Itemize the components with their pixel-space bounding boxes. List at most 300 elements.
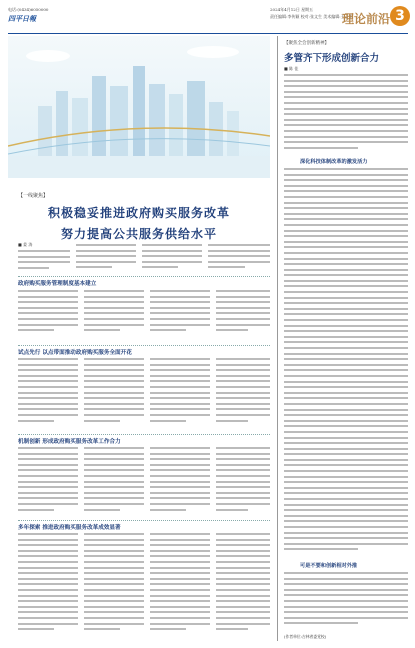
text-line (150, 533, 210, 535)
text-line (18, 453, 78, 455)
text-line (18, 550, 78, 552)
text-line (284, 285, 408, 287)
text-line (284, 526, 408, 528)
text-line (150, 550, 210, 552)
text-line (216, 453, 270, 455)
text-line (216, 364, 270, 366)
hero-illustration (8, 36, 270, 178)
text-line (216, 420, 248, 422)
text-line (18, 420, 54, 422)
text-line (84, 578, 144, 580)
text-line (84, 595, 144, 597)
text-line (208, 261, 270, 263)
page-number-badge: 3 (390, 6, 410, 26)
body-text-block (284, 74, 408, 154)
text-line (84, 550, 144, 552)
text-line (150, 589, 210, 591)
text-line (18, 386, 78, 388)
text-line (18, 539, 78, 541)
article-byline: ■ 姜 涛 (18, 242, 33, 247)
text-line (150, 369, 210, 371)
text-line (284, 548, 358, 550)
text-line (84, 492, 144, 494)
text-line (84, 583, 144, 585)
text-line (18, 583, 78, 585)
text-line (18, 497, 78, 499)
text-line (284, 258, 408, 260)
text-line (284, 611, 408, 613)
newspaper-logo: 四平日報 (8, 14, 36, 23)
text-line (150, 492, 210, 494)
text-line (216, 458, 270, 460)
right-article-tag: 【聚焦全会创新精神】 (284, 41, 329, 46)
author-affiliation-note: (作者单位:吉林省委党校) (284, 634, 327, 639)
text-line (18, 256, 70, 258)
text-line (216, 561, 270, 563)
text-line (84, 420, 120, 422)
text-line (84, 606, 144, 608)
section-subhead: 政府购买服务管理制度基本建立 (18, 276, 270, 286)
text-line (284, 224, 408, 226)
body-text-block (18, 290, 78, 340)
text-line (216, 509, 248, 511)
text-line (284, 130, 408, 132)
text-line (18, 408, 78, 410)
text-line (284, 453, 408, 455)
text-line (18, 469, 78, 471)
text-line (284, 515, 408, 517)
text-line (150, 595, 210, 597)
text-line (216, 464, 270, 466)
text-line (284, 85, 408, 87)
text-line (284, 375, 408, 377)
text-line (284, 543, 408, 545)
text-line (216, 296, 270, 298)
text-line (150, 329, 186, 331)
text-line (216, 386, 270, 388)
text-line (216, 583, 270, 585)
text-line (284, 464, 408, 466)
text-line (84, 447, 144, 449)
body-text-block (18, 250, 70, 274)
text-line (284, 381, 408, 383)
text-line (84, 617, 144, 619)
text-line (284, 537, 408, 539)
body-text-block (216, 290, 270, 340)
text-line (150, 469, 210, 471)
text-line (284, 108, 408, 110)
text-line (18, 290, 78, 292)
text-line (142, 255, 202, 257)
text-line (216, 617, 270, 619)
right-subhead: 可是不要和创新相对外推 (300, 563, 358, 569)
body-text-block (84, 533, 144, 639)
text-line (150, 572, 210, 574)
text-line (84, 469, 144, 471)
text-line (284, 431, 408, 433)
text-line (142, 250, 202, 252)
headline-line-1: 积极稳妥推进政府购买服务改革 (47, 206, 230, 220)
body-text-block (150, 447, 210, 515)
text-line (284, 403, 408, 405)
text-line (284, 174, 408, 176)
text-line (150, 486, 210, 488)
right-subhead: 深化科技体制改革的激发活力 (300, 159, 368, 165)
text-line (150, 481, 210, 483)
text-line (84, 539, 144, 541)
text-line (284, 414, 408, 416)
text-line (150, 561, 210, 563)
text-line (150, 606, 210, 608)
text-line (150, 555, 210, 557)
text-line (216, 628, 248, 630)
text-line (18, 555, 78, 557)
text-line (284, 520, 408, 522)
text-line (216, 600, 270, 602)
masthead-tel: 电话:(0434)6050000 (8, 7, 49, 12)
text-line (284, 425, 408, 427)
text-line (284, 190, 408, 192)
section-subhead: 机制创新 形成政府购买服务改革工作合力 (18, 434, 270, 444)
body-text-block (150, 290, 210, 340)
text-line (284, 492, 408, 494)
text-line (284, 448, 408, 450)
text-line (284, 297, 408, 299)
text-line (216, 492, 270, 494)
text-line (208, 244, 270, 246)
text-line (150, 464, 210, 466)
text-line (284, 308, 408, 310)
text-line (284, 319, 408, 321)
text-line (284, 274, 408, 276)
column-divider (277, 36, 278, 641)
text-line (284, 102, 408, 104)
body-text-block (76, 244, 136, 274)
text-line (284, 74, 408, 76)
text-line (216, 611, 270, 613)
text-line (150, 408, 210, 410)
text-line (216, 301, 270, 303)
text-line (150, 375, 210, 377)
text-line (284, 470, 408, 472)
text-line (216, 324, 270, 326)
text-line (84, 408, 144, 410)
text-line (84, 403, 144, 405)
text-line (284, 420, 408, 422)
text-line (216, 397, 270, 399)
text-line (284, 498, 408, 500)
text-line (284, 459, 408, 461)
text-line (150, 364, 210, 366)
text-line (216, 290, 270, 292)
text-line (18, 509, 54, 511)
text-line (84, 458, 144, 460)
body-text-block (84, 290, 144, 340)
text-line (284, 96, 408, 98)
text-line (216, 307, 270, 309)
text-line (216, 408, 270, 410)
text-line (284, 504, 408, 506)
text-line (284, 280, 408, 282)
text-line (76, 255, 136, 257)
text-line (142, 261, 202, 263)
body-text-block (216, 533, 270, 639)
text-line (150, 583, 210, 585)
text-line (150, 324, 210, 326)
text-line (216, 567, 270, 569)
masthead (0, 0, 415, 33)
text-line (84, 561, 144, 563)
body-text-block (84, 358, 144, 428)
text-line (150, 567, 210, 569)
text-line (84, 533, 144, 535)
text-line (216, 403, 270, 405)
text-line (150, 617, 210, 619)
text-line (150, 386, 210, 388)
text-line (18, 623, 78, 625)
text-line (18, 318, 78, 320)
text-line (284, 207, 408, 209)
text-line (150, 509, 186, 511)
text-line (208, 266, 245, 268)
text-line (284, 325, 408, 327)
body-text-block (216, 358, 270, 428)
text-line (84, 414, 144, 416)
text-line (284, 358, 408, 360)
text-line (84, 324, 144, 326)
text-line (18, 358, 78, 360)
text-line (84, 503, 144, 505)
text-line (284, 230, 408, 232)
text-line (76, 250, 136, 252)
masthead-date: 2024年4月12日 星期五 (270, 7, 314, 12)
text-line (216, 481, 270, 483)
section-subhead: 试点先行 以点带面推动政府购买服务全面开花 (18, 345, 270, 355)
text-line (284, 369, 408, 371)
text-line (84, 453, 144, 455)
article-headline (8, 204, 270, 242)
text-line (84, 600, 144, 602)
body-text-block (142, 244, 202, 274)
text-line (150, 458, 210, 460)
text-line (84, 386, 144, 388)
text-line (18, 369, 78, 371)
text-line (18, 578, 78, 580)
text-line (284, 397, 408, 399)
text-line (18, 458, 78, 460)
text-line (216, 595, 270, 597)
text-line (150, 578, 210, 580)
text-line (284, 600, 408, 602)
text-line (84, 375, 144, 377)
text-line (150, 623, 210, 625)
text-line (208, 255, 270, 257)
text-line (84, 623, 144, 625)
text-line (150, 318, 210, 320)
text-line (284, 532, 408, 534)
text-line (216, 497, 270, 499)
text-line (150, 453, 210, 455)
text-line (284, 168, 408, 170)
text-line (284, 202, 408, 204)
text-line (216, 469, 270, 471)
text-line (84, 555, 144, 557)
text-line (284, 386, 408, 388)
text-line (284, 364, 408, 366)
text-line (284, 263, 408, 265)
text-line (18, 261, 70, 263)
text-line (84, 329, 120, 331)
text-line (18, 301, 78, 303)
text-line (150, 544, 210, 546)
text-line (76, 244, 136, 246)
body-text-block (150, 533, 210, 639)
text-line (284, 347, 408, 349)
text-line (84, 392, 144, 394)
text-line (284, 622, 358, 624)
text-line (18, 307, 78, 309)
masthead-rule (8, 33, 408, 34)
text-line (216, 606, 270, 608)
text-line (76, 261, 136, 263)
text-line (18, 606, 78, 608)
text-line (216, 589, 270, 591)
text-line (150, 301, 210, 303)
text-line (284, 509, 408, 511)
text-line (150, 312, 210, 314)
city-skyline-icon (8, 36, 270, 178)
text-line (18, 561, 78, 563)
text-line (150, 611, 210, 613)
text-line (284, 330, 408, 332)
text-line (18, 611, 78, 613)
text-line (284, 213, 408, 215)
text-line (284, 583, 408, 585)
text-line (150, 628, 186, 630)
text-line (284, 80, 408, 82)
text-line (84, 312, 144, 314)
text-line (284, 594, 408, 596)
text-line (284, 235, 408, 237)
text-line (76, 266, 112, 268)
text-line (142, 266, 178, 268)
text-line (84, 301, 144, 303)
text-line (216, 380, 270, 382)
text-line (284, 442, 408, 444)
text-line (150, 307, 210, 309)
text-line (18, 403, 78, 405)
text-line (216, 329, 248, 331)
text-line (284, 252, 408, 254)
text-line (284, 487, 408, 489)
text-line (216, 312, 270, 314)
text-line (18, 296, 78, 298)
text-line (84, 567, 144, 569)
text-line (84, 380, 144, 382)
text-line (84, 296, 144, 298)
body-text-block (216, 447, 270, 515)
masthead-editor: 责任编辑:李传颖 校对:张文生 美术编辑:王玉娟 (270, 14, 353, 19)
text-line (284, 185, 408, 187)
text-line (284, 313, 408, 315)
text-line (18, 250, 70, 252)
text-line (18, 595, 78, 597)
text-line (216, 623, 270, 625)
text-line (84, 481, 144, 483)
text-line (284, 269, 408, 271)
text-line (284, 196, 408, 198)
text-line (18, 567, 78, 569)
text-line (216, 503, 270, 505)
text-line (216, 486, 270, 488)
section-title: 理论前沿 (342, 12, 391, 26)
text-line (150, 397, 210, 399)
text-line (284, 589, 408, 591)
text-line (84, 318, 144, 320)
text-line (284, 437, 408, 439)
section-subhead: 多年探索 推进政府购买服务改革成效显著 (18, 520, 270, 530)
text-line (84, 589, 144, 591)
text-line (18, 375, 78, 377)
text-line (216, 392, 270, 394)
text-line (284, 578, 408, 580)
text-line (150, 539, 210, 541)
text-line (284, 179, 408, 181)
text-line (216, 318, 270, 320)
text-line (150, 380, 210, 382)
text-line (84, 628, 120, 630)
text-line (84, 358, 144, 360)
text-line (18, 503, 78, 505)
text-line (18, 397, 78, 399)
text-line (18, 600, 78, 602)
text-line (284, 241, 408, 243)
text-line (150, 600, 210, 602)
text-line (84, 572, 144, 574)
text-line (84, 544, 144, 546)
text-line (18, 572, 78, 574)
text-line (84, 611, 144, 613)
text-line (284, 124, 408, 126)
text-line (216, 369, 270, 371)
text-line (216, 550, 270, 552)
text-line (284, 392, 408, 394)
text-line (84, 307, 144, 309)
text-line (208, 250, 270, 252)
text-line (150, 403, 210, 405)
text-line (18, 492, 78, 494)
text-line (284, 147, 358, 149)
text-line (18, 267, 49, 269)
text-line (216, 358, 270, 360)
text-line (18, 324, 78, 326)
text-line (216, 544, 270, 546)
text-line (284, 353, 408, 355)
right-article-title: 多管齐下形成创新合力 (284, 53, 380, 64)
text-line (284, 91, 408, 93)
text-line (150, 296, 210, 298)
text-line (216, 414, 270, 416)
text-line (18, 475, 78, 477)
text-line (18, 544, 78, 546)
text-line (284, 409, 408, 411)
text-line (18, 617, 78, 619)
text-line (284, 617, 408, 619)
text-line (18, 447, 78, 449)
body-text-block (284, 572, 408, 630)
body-text-block (284, 168, 408, 558)
text-line (216, 578, 270, 580)
